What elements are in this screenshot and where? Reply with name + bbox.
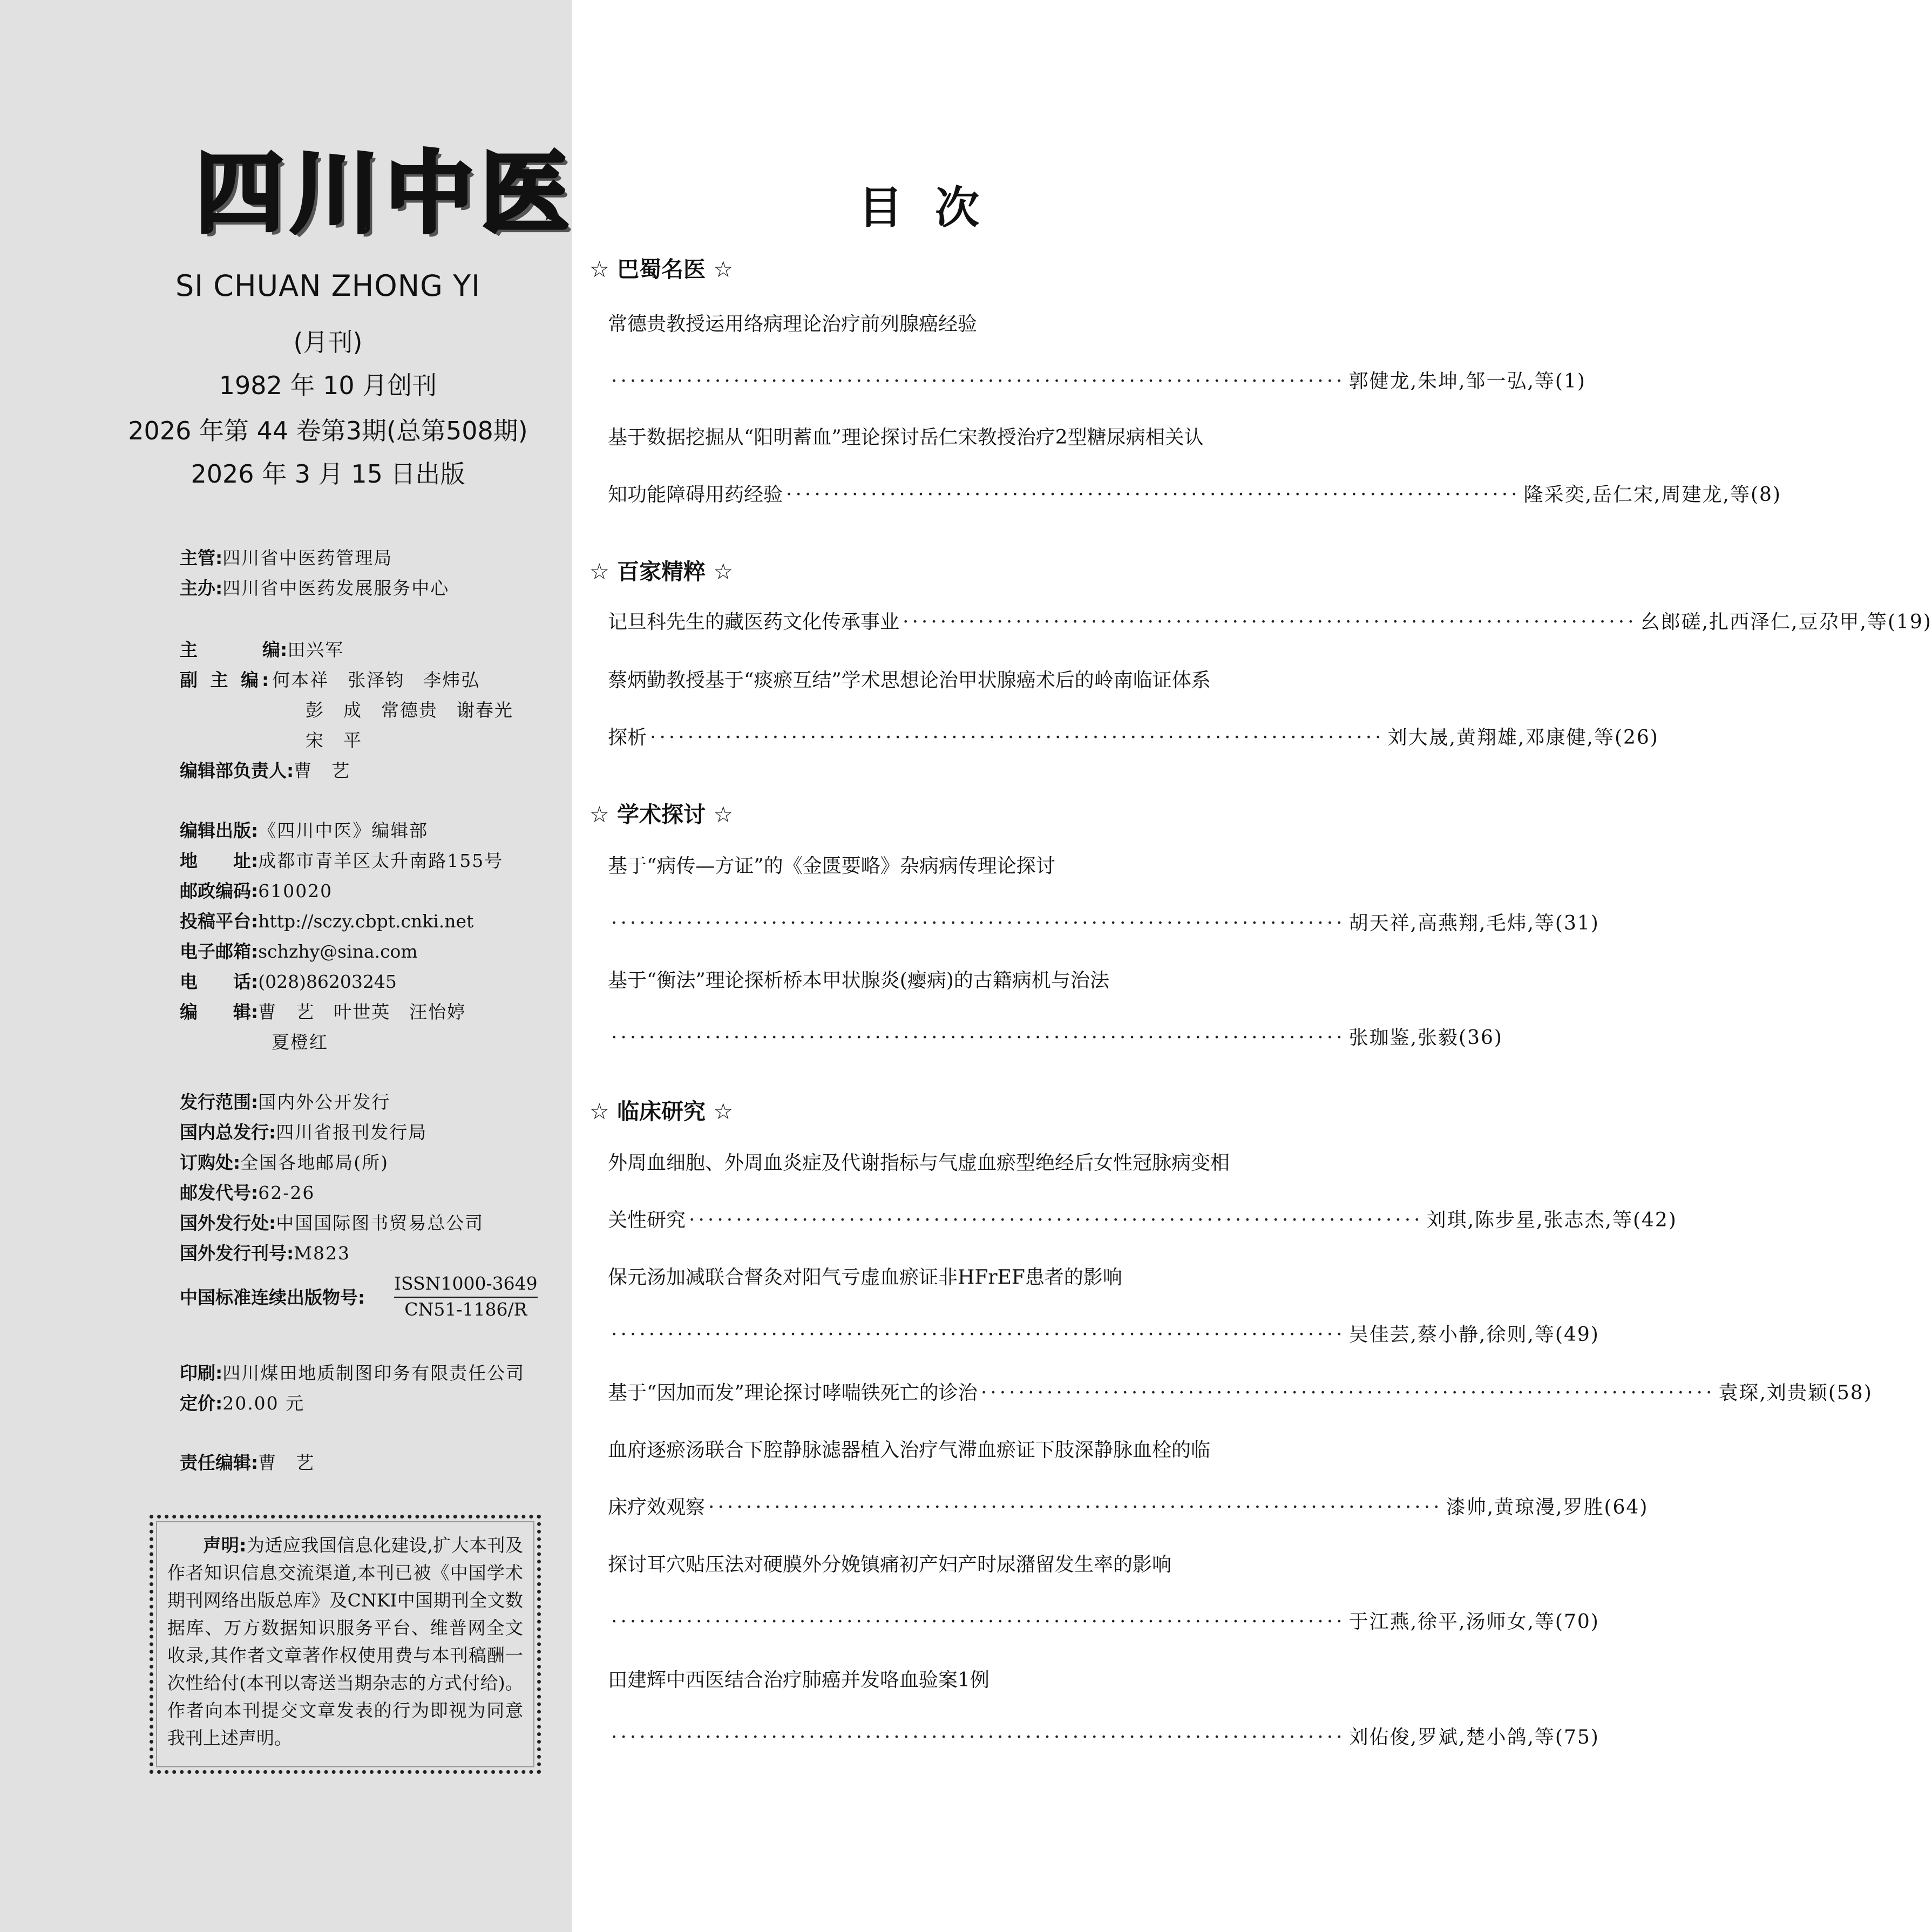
phone-row: 电 话:(028)86203245 bbox=[180, 971, 397, 992]
star-icon: ☆ bbox=[589, 1099, 609, 1124]
deputy-editors-row-3: 宋 平 bbox=[306, 730, 362, 751]
star-icon: ☆ bbox=[713, 1099, 734, 1124]
frequency: (月刊) bbox=[293, 328, 363, 357]
foreign-dist-row: 国外发行处:中国国际图书贸易总公司 bbox=[180, 1212, 484, 1233]
right-panel bbox=[572, 0, 1932, 1932]
publish-date: 2026 年 3 月 15 日出版 bbox=[191, 459, 465, 489]
toc-entry-authors: ·············································································· 吴佳芸,蔡小静,徐则,等(49) bbox=[611, 1324, 1599, 1346]
toc-entry-title[interactable]: 基于“衡法”理论探析桥本甲状腺炎(瘿病)的古籍病机与治法 bbox=[608, 970, 1109, 992]
toc-entry-title[interactable]: 记旦科先生的藏医药文化传承事业 ·············································································· 幺郎磋,扎西泽仁,豆尕甲,等(19) bbox=[608, 611, 1932, 633]
postal-code-row: 邮发代号:62-26 bbox=[180, 1182, 315, 1203]
star-icon: ☆ bbox=[589, 802, 609, 828]
platform-row: 投稿平台:http://sczy.cbpt.cnki.net bbox=[180, 911, 474, 932]
toc-title: 目次 bbox=[858, 182, 1012, 234]
copyright-notice bbox=[150, 1515, 541, 1774]
toc-entry-authors: ·············································································· 于江燕,徐平,汤师女,等(70) bbox=[611, 1611, 1599, 1633]
organizer-row: 主办:四川省中医药发展服务中心 bbox=[180, 578, 450, 599]
star-icon: ☆ bbox=[713, 559, 734, 585]
toc-entry-title[interactable]: 田建辉中西医结合治疗肺癌并发咯血验案1例 bbox=[608, 1669, 989, 1691]
star-icon: ☆ bbox=[713, 802, 734, 828]
section-baijia: ☆ 百家精粹 ☆ bbox=[589, 559, 734, 585]
dept-head-row: 编辑部负责人:曹 艺 bbox=[180, 760, 351, 781]
email-row: 电子邮箱:schzhy@sina.com bbox=[180, 941, 418, 962]
printer-row: 印刷:四川煤田地质制图印务有限责任公司 bbox=[180, 1362, 525, 1384]
editors-row-2: 夏橙红 bbox=[272, 1032, 328, 1053]
toc-entry-title[interactable]: 外周血细胞、外周血炎症及代谢指标与气虚血瘀型绝经后女性冠脉病变相 bbox=[608, 1152, 1230, 1174]
toc-entry-authors: ·············································································· 刘佑俊,罗斌,楚小鸽,等(75) bbox=[611, 1726, 1599, 1748]
section-xueshu: ☆ 学术探讨 ☆ bbox=[589, 802, 734, 828]
address-row: 地 址:成都市青羊区太升南路155号 bbox=[180, 850, 504, 871]
order-row: 订购处:全国各地邮局(所) bbox=[180, 1152, 389, 1173]
toc-entry-title[interactable]: 基于“病传—方证”的《金匮要略》杂病病传理论探讨 bbox=[608, 855, 1055, 877]
notice-text: 为适应我国信息化建设,扩大本刊及作者知识信息交流渠道,本刊已被《中国学术期刊网络出版总库》及CNKI中国期刊全文数据库、万方数据知识服务平台、维普网全文收录,其作者文章著作权使用费与本刊稿酬一次性给付(本刊以寄送当期杂志的方式付给)。作者向本刊提交文章发表的行为即视为同意我刊上述声明。 bbox=[167, 1535, 523, 1748]
toc-entry-title[interactable]: 常德贵教授运用络病理论治疗前列腺癌经验 bbox=[608, 313, 978, 335]
platform-link[interactable]: http://sczy.cbpt.cnki.net bbox=[258, 911, 474, 932]
editors-row: 编 辑:曹 艺 叶世英 汪怡婷 bbox=[180, 1001, 466, 1022]
toc-entry-title[interactable]: 保元汤加减联合督灸对阳气亏虚血瘀证非HFrEF患者的影响 bbox=[608, 1266, 1122, 1289]
notice-label: 声明: bbox=[203, 1535, 247, 1556]
section-bashu: ☆ 巴蜀名医 ☆ bbox=[589, 256, 734, 282]
toc-entry-authors: ·············································································· 张珈鉴,张毅(36) bbox=[611, 1027, 1503, 1049]
email-link[interactable]: schzhy@sina.com bbox=[258, 941, 418, 962]
section-linchuang: ☆ 临床研究 ☆ bbox=[589, 1099, 734, 1124]
cn-number: CN51-1186/R bbox=[404, 1299, 527, 1320]
domestic-dist-row: 国内总发行:四川省报刊发行局 bbox=[180, 1122, 428, 1143]
toc-entry-authors: ·············································································· 郭健龙,朱坤,邹一弘,等(1) bbox=[611, 370, 1586, 392]
foreign-code-row: 国外发行刊号:M823 bbox=[180, 1243, 350, 1264]
toc-entry-authors[interactable]: 床疗效观察 ·············································································· 漆帅,黄琼漫,罗胜(64) bbox=[608, 1496, 1649, 1519]
scope-row: 发行范围:国内外公开发行 bbox=[180, 1092, 391, 1113]
volume-issue: 2026 年第 44 卷第3期(总第508期) bbox=[128, 416, 528, 445]
deputy-editors-row-2: 彭 成 常德贵 谢春光 bbox=[306, 700, 513, 721]
toc-entry-authors[interactable]: 知功能障碍用药经验 ·············································································· 隆采奕,岳仁宋,周建龙,等(8) bbox=[608, 484, 1781, 506]
journal-pinyin: SI CHUAN ZHONG YI bbox=[175, 269, 481, 303]
toc-entry-title[interactable]: 基于“因加而发”理论探讨哮喘铁死亡的诊治 ·············································································· 袁琛,刘贵颖(58) bbox=[608, 1382, 1873, 1404]
toc-entry-title[interactable]: 基于数据挖掘从“阳明蓄血”理论探讨岳仁宋教授治疗2型糖尿病相关认 bbox=[608, 426, 1204, 449]
toc-entry-title[interactable]: 蔡炳勤教授基于“痰瘀互结”学术思想论治甲状腺癌术后的岭南临证体系 bbox=[608, 669, 1211, 692]
toc-entry-title[interactable]: 血府逐瘀汤联合下腔静脉滤器植入治疗气滞血瘀证下肢深静脉血栓的临 bbox=[608, 1439, 1211, 1461]
star-icon: ☆ bbox=[713, 256, 734, 282]
resp-editor-row: 责任编辑:曹 艺 bbox=[180, 1452, 315, 1473]
toc-entry-authors: ·············································································· 胡天祥,高燕翔,毛炜,等(31) bbox=[611, 912, 1599, 934]
star-icon: ☆ bbox=[589, 256, 609, 282]
toc-entry-title[interactable]: 探讨耳穴贴压法对硬膜外分娩镇痛初产妇产时尿潴留发生率的影响 bbox=[608, 1554, 1172, 1576]
journal-logo: 四川中医 bbox=[195, 141, 576, 245]
serial-number-label: 中国标准连续出版物号: bbox=[180, 1287, 365, 1308]
postcode-row: 邮政编码:610020 bbox=[180, 880, 333, 901]
toc-entry-authors[interactable]: 探析 ·············································································· 刘大晟,黄翔雄,邓康健,等(26) bbox=[608, 727, 1659, 749]
toc-entry-authors[interactable]: 关性研究 ·············································································· 刘琪,陈步星,张志杰,等(42) bbox=[608, 1209, 1677, 1231]
chief-editor-row: 主 编:田兴军 bbox=[180, 639, 344, 660]
issn-cn-numbers bbox=[394, 1272, 538, 1321]
publisher-row: 编辑出版:《四川中医》编辑部 bbox=[180, 820, 429, 841]
star-icon: ☆ bbox=[589, 559, 609, 585]
price-row: 定价:20.00 元 bbox=[180, 1393, 305, 1414]
founded-date: 1982 年 10 月创刊 bbox=[219, 371, 437, 400]
deputy-editors-row: 副 主 编:何本祥 张泽钧 李炜弘 bbox=[180, 669, 480, 690]
issn: ISSN1000-3649 bbox=[394, 1272, 538, 1298]
sponsor-row: 主管:四川省中医药管理局 bbox=[180, 547, 393, 568]
